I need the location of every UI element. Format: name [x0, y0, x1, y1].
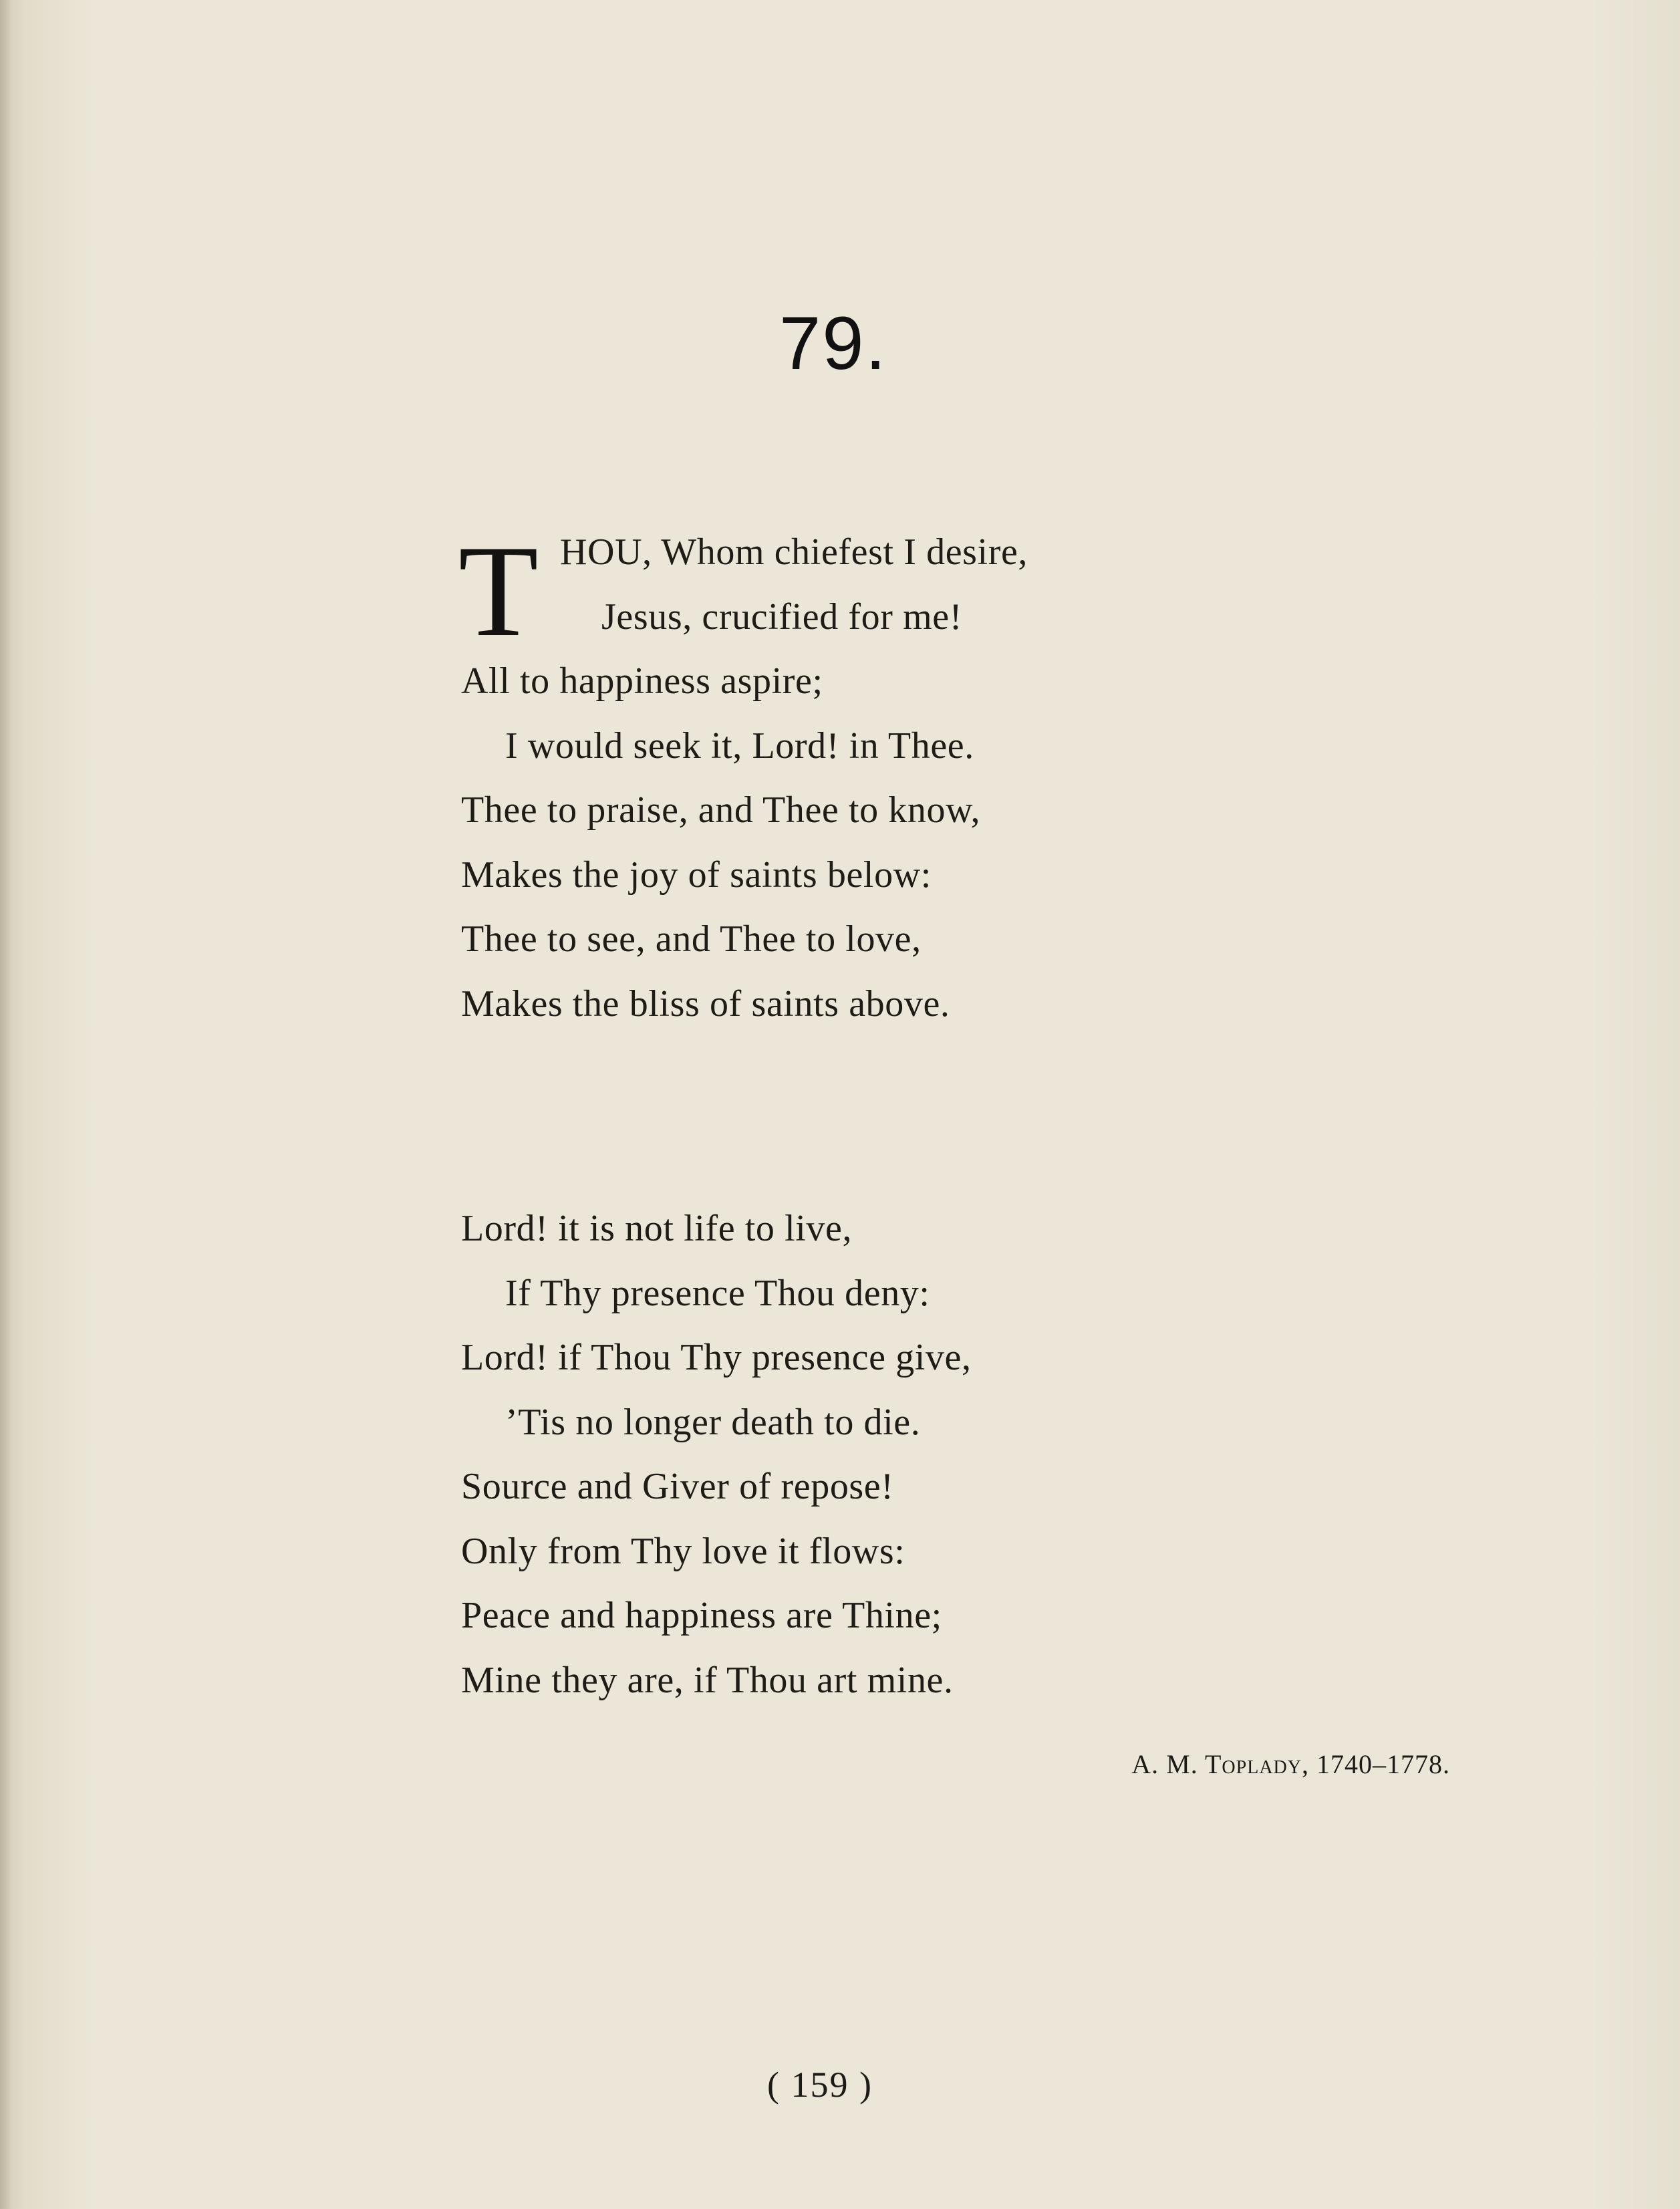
author-attribution: A. M. Toplady, 1740–1778.	[1131, 1749, 1450, 1779]
stanza-2	[461, 1196, 1330, 1712]
binding-gutter-shadow	[0, 0, 12, 2209]
stanza-2-line-8: Mine they are, if Thou art mine.	[461, 1659, 954, 1701]
stanza-2-line-5: Source and Giver of repose!	[461, 1466, 894, 1507]
stanza-1-line-6: Makes the joy of saints below:	[461, 854, 932, 896]
stanza-1-line-2: Jesus, crucified for me!	[601, 596, 962, 638]
stanza-2-line-7: Peace and happiness are Thine;	[461, 1595, 942, 1636]
hymn-number: 79.	[779, 301, 887, 385]
stanza-1	[458, 519, 1330, 1036]
stanza-2-line-1: Lord! it is not life to live,	[461, 1208, 853, 1249]
drop-cap: T	[458, 519, 539, 664]
stanza-2-line-2: If Thy presence Thou deny:	[505, 1272, 930, 1314]
page-number: ( 159 )	[767, 2065, 873, 2105]
stanza-1-line-5: Thee to praise, and Thee to know,	[461, 789, 981, 831]
stanza-1-line-4: I would seek it, Lord! in Thee.	[505, 725, 974, 767]
first-line-text: HOU, Whom chiefest I desire,	[560, 531, 1028, 573]
stanza-1-line-3: All to happiness aspire;	[461, 660, 823, 702]
stanza-2-line-6: Only from Thy love it flows:	[461, 1530, 905, 1572]
stanza-2-line-3: Lord! if Thou Thy presence give,	[461, 1337, 972, 1378]
stanza-1-line-7: Thee to see, and Thee to love,	[461, 918, 922, 960]
stanza-1-line-8: Makes the bliss of saints above.	[461, 983, 950, 1025]
stanza-2-line-4: ’Tis no longer death to die.	[505, 1401, 921, 1443]
